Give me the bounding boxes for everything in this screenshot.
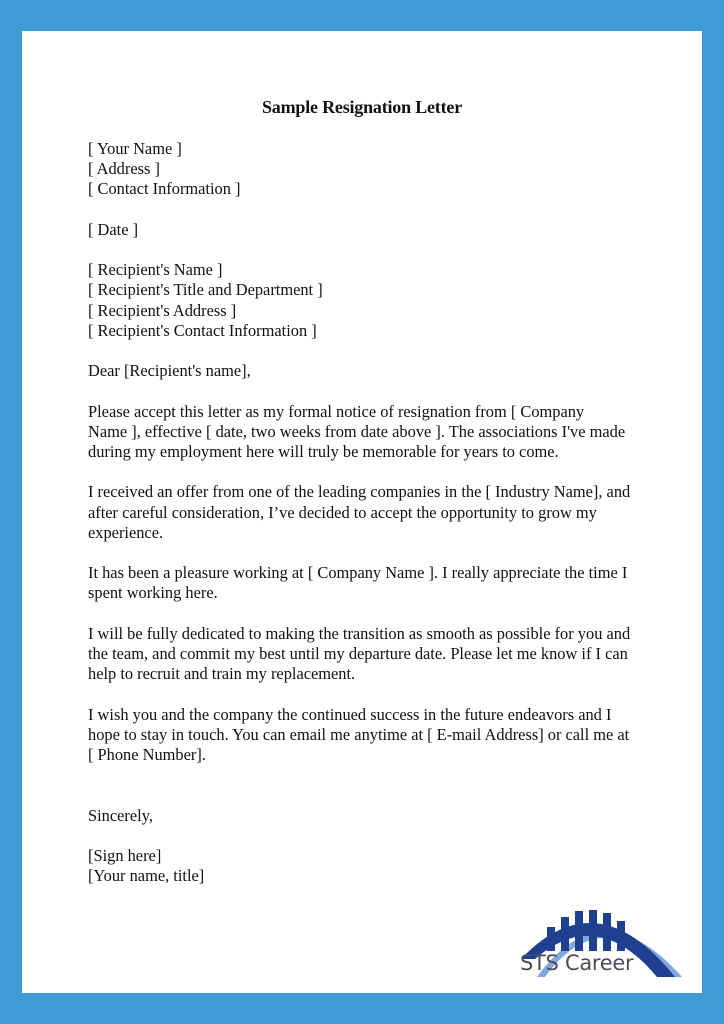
recipient-address: [ Recipient's Address ] (88, 300, 237, 320)
recipient-block (88, 260, 688, 341)
paragraph-line: help to recruit and train my replacement. (88, 664, 356, 684)
paragraph-line: spent working here. (88, 583, 218, 603)
sts-career-logo (517, 897, 687, 987)
paragraph-notice (88, 402, 688, 463)
paragraph-line: Please accept this letter as my formal notice of resignation from [ Company (88, 401, 585, 421)
paragraph-transition (88, 624, 688, 685)
paragraph-line: I wish you and the company the continued success in the future endeavors and I (88, 704, 612, 724)
salutation: Dear [Recipient's name], (88, 361, 251, 381)
paragraph-farewell (88, 705, 688, 766)
signature-line: [Sign here] (88, 845, 162, 865)
paragraph-line: Name ], effective [ date, two weeks from date above ]. The associations I've made (88, 421, 626, 441)
paragraph-offer (88, 482, 688, 543)
recipient-title: [ Recipient's Title and Department ] (88, 280, 323, 300)
letter-page (22, 31, 702, 993)
paragraph-line: [ Phone Number]. (88, 744, 206, 764)
paragraph-line: after careful consideration, I’ve decided to accept the opportunity to grow my (88, 502, 597, 522)
paragraph-line: during my employment here will truly be memorable for years to come. (88, 441, 559, 461)
sender-address: [ Address ] (88, 159, 160, 179)
letter-date: [ Date ] (88, 219, 139, 239)
sender-contact: [ Contact Information ] (88, 179, 241, 199)
paragraph-line: the team, and commit my best until my departure date. Please let me know if I can (88, 643, 628, 663)
closing: Sincerely, (88, 805, 153, 825)
paragraph-line: hope to stay in touch. You can email me anytime at [ E-mail Address] or call me at (88, 724, 630, 744)
paragraph-appreciation (88, 563, 688, 603)
letter-body (88, 139, 688, 886)
paragraph-line: experience. (88, 522, 164, 542)
recipient-contact: [ Recipient's Contact Information ] (88, 320, 317, 340)
letter-title: Sample Resignation Letter (262, 97, 462, 117)
sender-block (88, 139, 688, 200)
signer-name-title: [Your name, title] (88, 866, 205, 886)
recipient-name: [ Recipient's Name ] (88, 260, 223, 280)
paragraph-line: I received an offer from one of the leading companies in the [ Industry Name], and (88, 482, 631, 502)
paragraph-line: I will be fully dedicated to making the transition as smooth as possible for you and (88, 623, 631, 643)
paragraph-line: It has been a pleasure working at [ Company Name ]. I really appreciate the time I (88, 563, 628, 583)
brand-name: STS Career (520, 951, 634, 975)
sender-name: [ Your Name ] (88, 139, 182, 158)
